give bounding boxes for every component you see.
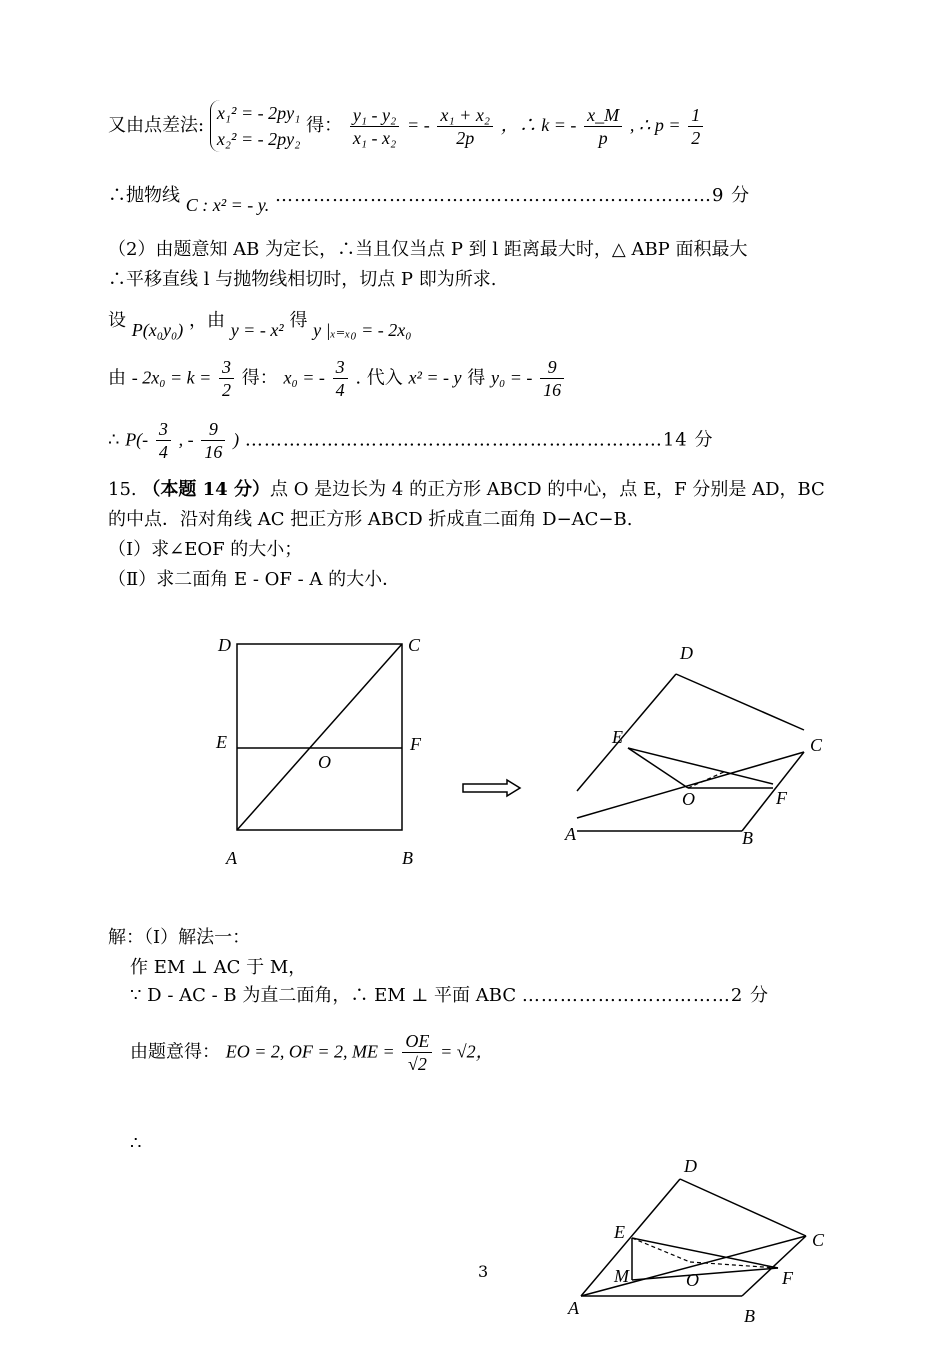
label-b: B [742,828,753,848]
score-dots: …………………………………………………………14 分 [244,429,714,451]
text-you: ，由 [188,310,225,331]
text-prefix: ∴ [108,429,120,451]
edge-mf [632,1268,778,1280]
numerator: x₁ + x₂ [437,104,493,127]
problem-15-statement-2: 的中点．沿对角线 AC 把正方形 ABCD 折成直二面角 D−AC−B. [108,509,633,530]
derivative-equation: y |ₓ₌ₓ₀ = - 2x₀ [313,320,412,340]
edge-dc [680,1179,806,1236]
question-2: （Ⅱ）求二面角 E - OF - A 的大小． [108,569,401,590]
numerator: 9 [540,356,564,379]
page-number: 3 [478,1262,489,1281]
score-dots: ……………………………………………………………9 分 [275,185,751,206]
equation-y0: y₀ = - [491,367,533,388]
label-b: B [744,1306,755,1326]
text-substitute: . 代入 [355,367,403,389]
label-c: C [810,735,823,755]
solution-heading: 解：（Ⅰ）解法一： [108,927,251,948]
numerator: 1 [688,104,703,127]
equals-neg: = - [407,115,430,135]
numerator: 9 [201,418,225,441]
solution-step-1: 作 EM ⊥ AC 于 M， [130,957,307,978]
text-k: ，∴ k = - [500,115,577,135]
point-close: ) [233,429,240,450]
label-e: E [614,1222,625,1242]
denominator: 16 [204,442,223,462]
edge-ad [581,1179,680,1296]
denominator: 2 [691,127,701,148]
denominator: p [598,127,608,148]
text-prefix: 又由点差法: [108,115,205,136]
edge-eo-hidden [632,1238,690,1262]
solution-therefore: ∴ [130,1133,142,1154]
numerator: x_M [584,104,622,127]
text-de: 得 [467,367,486,389]
denominator: 4 [158,442,168,462]
label-a: A [568,1298,579,1318]
label-o: O [318,752,331,772]
point-open: P(- [125,429,149,450]
text-p: , ∴ p = [629,115,681,135]
problem-text: 点 O 是边长为 4 的正方形 ABCD 的中心，点 E，F 分别是 AD，BC [269,479,825,500]
equation-1: x₁² = - 2py₁ [216,103,301,123]
curve-equation: y = - x² [230,320,284,340]
text-prefix: 设 [108,310,126,331]
label-e: E [216,732,227,752]
denominator: x₁ - x₂ [352,127,397,148]
label-f: F [776,788,787,808]
numerator: 3 [219,356,234,379]
numerator: 3 [156,418,171,441]
label-d: D [218,635,231,655]
step-equation: EO = 2, OF = 2, ME = [225,1041,395,1062]
denominator: 4 [335,380,345,400]
text-prefix: 由 [108,367,126,389]
label-c: C [408,635,421,655]
line-tangent: ∴平移直线 l 与抛物线相切时，切点 P 即为所求. [108,269,497,290]
step-result: = √2， [440,1041,494,1062]
label-o: O [686,1270,699,1290]
label-d: D [684,1156,697,1176]
label-f: F [782,1268,793,1288]
denominator: 2p [456,127,475,148]
denominator: √2 [407,1054,427,1074]
step-prefix: 由题意得： [130,1041,220,1063]
label-a: A [226,848,237,868]
text-de: 得 [289,310,308,331]
problem-points: （本题 14 分） [142,479,270,500]
problem-number: 15. [108,479,137,500]
question-1: （Ⅰ）求∠EOF 的大小； [108,539,303,560]
text-de: 得： [241,367,278,389]
parabola-equation: C : x² = - y. [185,195,270,215]
comma: , - [178,429,194,450]
line-part2-intro: （2）由题意知 AB 为定长，∴当且仅当点 P 到 l 距离最大时，△ ABP 面积最大 [108,239,748,260]
label-c: C [812,1230,825,1250]
equation-x0: x₀ = - [283,367,325,388]
step-text: ∵ D - AC - B 为直二面角，∴ EM ⊥ 平面 ABC [130,985,517,1006]
numerator: OE [402,1030,432,1053]
numerator: 3 [333,356,348,379]
denominator: 16 [543,380,562,400]
label-a: A [565,824,576,844]
text-de: 得： [306,115,343,136]
label-o: O [682,789,695,809]
equation-2: x₂² = - 2py₂ [216,129,301,149]
score-dots: ……………………………2 分 [521,985,770,1006]
text-prefix: ∴抛物线 [108,185,180,206]
label-d: D [680,643,693,663]
label-e: E [612,727,623,747]
point-p: P(x₀y₀) [131,320,184,340]
label-b: B [402,848,413,868]
numerator: y₁ - y₂ [350,104,400,127]
label-f: F [410,734,421,754]
equation-k: - 2x₀ = k = [131,367,212,388]
label-m: M [614,1266,629,1286]
denominator: 2 [222,380,231,400]
equation-parabola: x² = - y [408,367,462,388]
